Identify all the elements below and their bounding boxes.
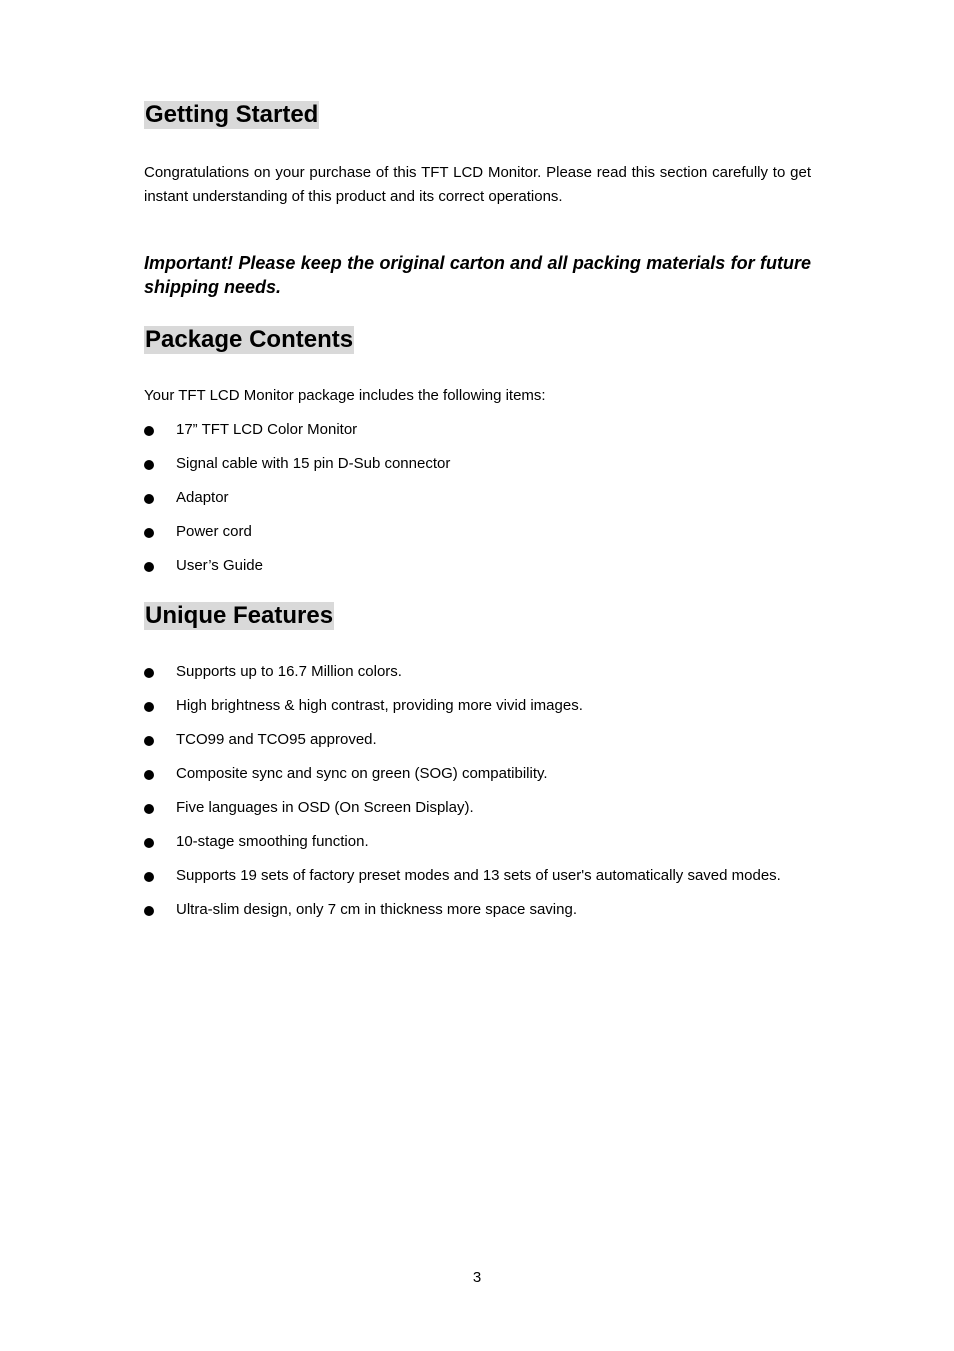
package-contents-list (144, 418, 811, 578)
list-item-text: Composite sync and sync on green (SOG) compatibility. (176, 765, 548, 782)
list-item (144, 520, 811, 544)
getting-started-intro: Congratulations on your purchase of this TFT LCD Monitor. Please read this section carefully to get instant understanding of this product and its correct operations. (144, 164, 811, 205)
list-item-text: High brightness & high contrast, providing more vivid images. (176, 697, 583, 714)
list-item-text: 10-stage smoothing function. (176, 833, 369, 850)
bullet-icon (144, 426, 154, 436)
list-item-text: User’s Guide (176, 557, 263, 574)
package-contents-heading: Package Contents (145, 326, 354, 353)
list-item-text: Supports up to 16.7 Million colors. (176, 663, 402, 680)
list-item (144, 486, 811, 510)
bullet-icon (144, 702, 154, 712)
list-item (144, 898, 811, 922)
bullet-icon (144, 668, 154, 678)
list-item-text: Supports 19 sets of factory preset modes and 13 sets of user's automatically saved modes. (176, 867, 781, 884)
list-item-text: Five languages in OSD (On Screen Display). (176, 799, 474, 816)
list-item (144, 762, 811, 786)
package-contents-intro: Your TFT LCD Monitor package includes the following items: (144, 387, 546, 404)
bullet-icon (144, 804, 154, 814)
list-item (144, 864, 811, 888)
list-item-text: Power cord (176, 523, 252, 540)
list-item (144, 728, 811, 752)
bullet-icon (144, 838, 154, 848)
bullet-icon (144, 736, 154, 746)
list-item (144, 452, 811, 476)
bullet-icon (144, 872, 154, 882)
bullet-icon (144, 494, 154, 504)
list-item (144, 660, 811, 684)
unique-features-heading: Unique Features (145, 602, 334, 629)
list-item (144, 830, 811, 854)
page-number: 3 (472, 1269, 482, 1286)
list-item (144, 418, 811, 442)
important-notice: Important! Please keep the original carton and all packing materials for future shipping needs. (144, 253, 811, 297)
bullet-icon (144, 906, 154, 916)
list-item (144, 796, 811, 820)
unique-features-list (144, 660, 811, 922)
bullet-icon (144, 460, 154, 470)
list-item-text: Adaptor (176, 489, 229, 506)
list-item (144, 694, 811, 718)
bullet-icon (144, 562, 154, 572)
list-item (144, 554, 811, 578)
list-item-text: 17” TFT LCD Color Monitor (176, 421, 358, 438)
getting-started-heading: Getting Started (145, 101, 319, 128)
list-item-text: TCO99 and TCO95 approved. (176, 731, 377, 748)
bullet-icon (144, 528, 154, 538)
list-item-text: Ultra-slim design, only 7 cm in thickness more space saving. (176, 901, 577, 918)
list-item-text: Signal cable with 15 pin D-Sub connector (176, 455, 451, 472)
bullet-icon (144, 770, 154, 780)
